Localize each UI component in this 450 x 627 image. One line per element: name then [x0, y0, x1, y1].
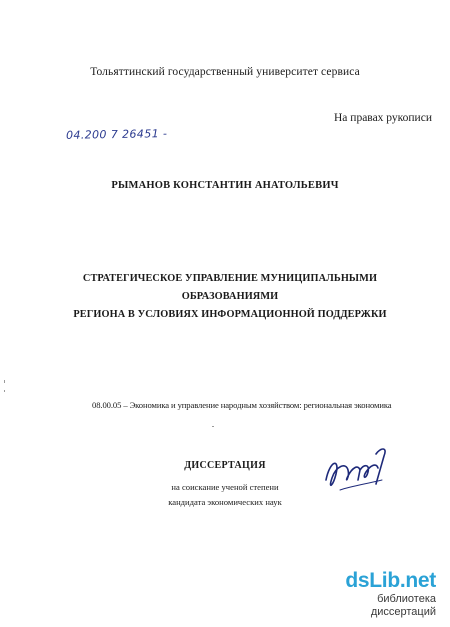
watermark-logo: dsLib.net: [345, 569, 436, 592]
university-name: Тольяттинский государственный университет сервиса: [90, 66, 360, 78]
watermark-subtitle: библиотека диссертаций: [370, 593, 436, 618]
specialty-code: 08.00.05 – Экономика и управление народным хозяйством: региональная экономика: [92, 400, 392, 410]
author-name: РЫМАНОВ КОНСТАНТИН АНАТОЛЬЕВИЧ: [111, 180, 339, 191]
catalog-code: 04.200 7 26451 -: [65, 127, 168, 142]
watermark: [310, 568, 440, 621]
dissertation-heading: ДИССЕРТАЦИЯ: [184, 460, 266, 471]
title-line-2: РЕГИОНА В УСЛОВИЯХ ИНФОРМАЦИОННОЙ ПОДДЕРЖКИ: [73, 309, 387, 320]
scan-speck: [4, 390, 5, 392]
title-line-1: СТРАТЕГИЧЕСКОЕ УПРАВЛЕНИЕ МУНИЦИПАЛЬНЫМИ ОБРАЗОВАНИЯМИ: [82, 273, 378, 302]
scan-speck: [4, 380, 5, 383]
scan-speck: [212, 426, 214, 427]
handwritten-signature-icon: [318, 440, 398, 500]
degree-line-2: кандидата экономических наук: [168, 497, 282, 507]
dissertation-title: [40, 270, 420, 324]
rights-note: На правах рукописи: [334, 112, 432, 124]
degree-line-1: на соискание ученой степени: [171, 482, 279, 492]
